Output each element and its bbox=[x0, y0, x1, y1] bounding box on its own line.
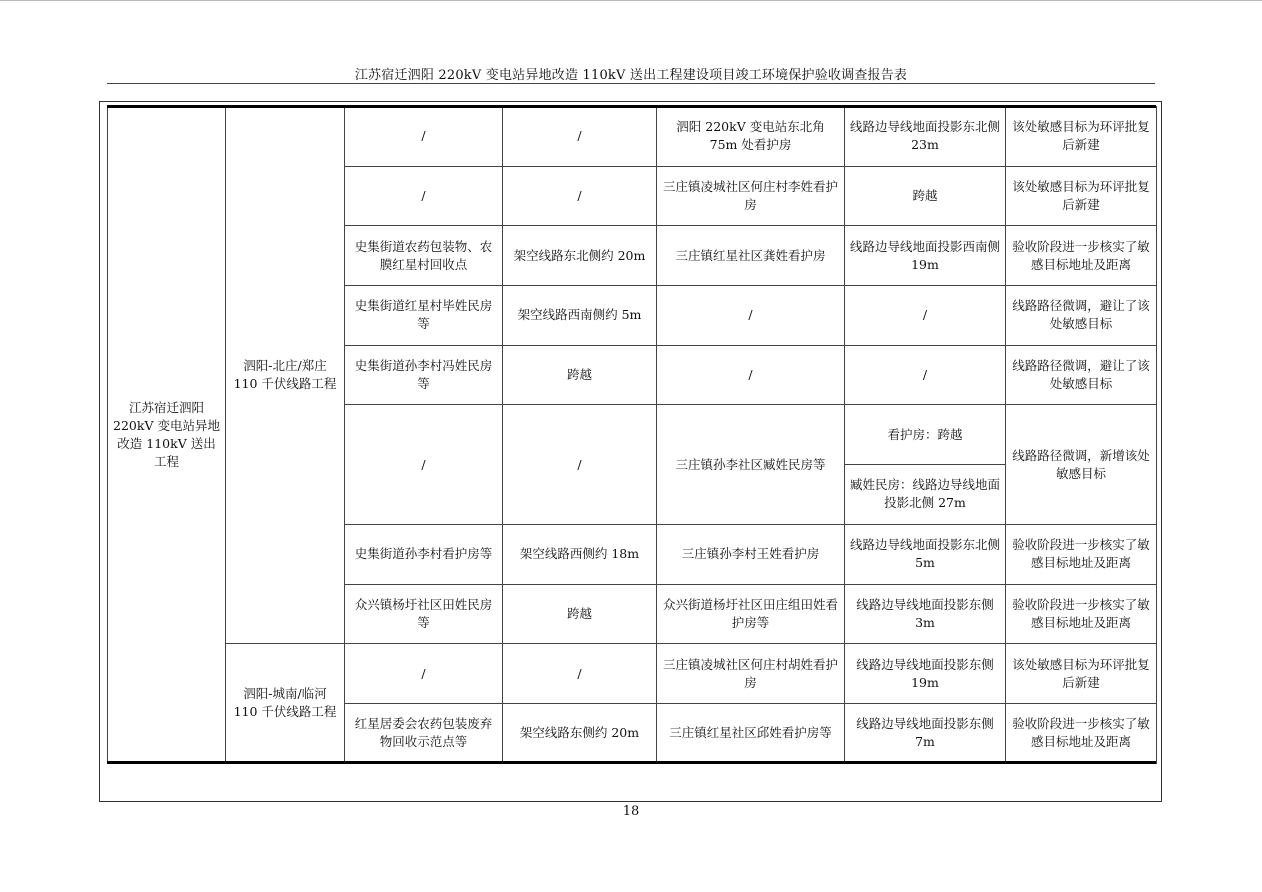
table-cell: 跨越 bbox=[503, 345, 657, 405]
table-cell: / bbox=[657, 345, 845, 405]
table-bottom-rule bbox=[107, 761, 1156, 764]
table-cell: / bbox=[345, 107, 503, 167]
project-name-cell: 江苏宿迁泗阳 220kV 变电站异地改造 110kV 送出工程 bbox=[108, 107, 226, 764]
table-cell: 线路边导线地面投影东侧 19m bbox=[845, 644, 1006, 704]
table-cell: / bbox=[345, 405, 503, 524]
table-cell: 线路边导线地面投影西南侧 19m bbox=[845, 226, 1006, 286]
line-name-cell: 泗阳-城南/临河 110 千伏线路工程 bbox=[226, 644, 345, 763]
table-cell: / bbox=[503, 644, 657, 704]
table-cell: 架空线路东侧约 20m bbox=[503, 703, 657, 763]
table-cell: 该处敏感目标为环评批复后新建 bbox=[1006, 644, 1157, 704]
table-cell: 三庄镇凌城社区何庄村李姓看护房 bbox=[657, 166, 845, 226]
table-cell: 该处敏感目标为环评批复后新建 bbox=[1006, 107, 1157, 167]
table-cell: / bbox=[657, 286, 845, 346]
table-cell: 线路路径微调，避让了该处敏感目标 bbox=[1006, 345, 1157, 405]
table-cell: 众兴街道杨圩社区田庄组田姓看护房等 bbox=[657, 584, 845, 644]
table-cell: 史集街道孙李村冯姓民房等 bbox=[345, 345, 503, 405]
table-cell: 三庄镇孙李村王姓看护房 bbox=[657, 524, 845, 584]
table-cell: 三庄镇红星社区邱姓看护房等 bbox=[657, 703, 845, 763]
table-cell: / bbox=[503, 166, 657, 226]
table-cell: 线路边导线地面投影东北侧 23m bbox=[845, 107, 1006, 167]
table-cell: 线路路径微调，新增该处敏感目标 bbox=[1006, 405, 1157, 524]
sensitive-target-table bbox=[107, 106, 1157, 764]
table-cell: 众兴镇杨圩社区田姓民房等 bbox=[345, 584, 503, 644]
table-cell: 跨越 bbox=[845, 166, 1006, 226]
table-cell: 臧姓民房：线路边导线地面投影北侧 27m bbox=[845, 465, 1006, 525]
table-row bbox=[108, 107, 1157, 167]
table-cell: 三庄镇红星社区龚姓看护房 bbox=[657, 226, 845, 286]
table-cell: 架空线路西侧约 18m bbox=[503, 524, 657, 584]
table-cell: 三庄镇孙李社区臧姓民房等 bbox=[657, 405, 845, 524]
page-number: 18 bbox=[622, 804, 640, 819]
table-cell: 三庄镇凌城社区何庄村胡姓看护房 bbox=[657, 644, 845, 704]
table-cell: 红星居委会农药包装废弃物回收示范点等 bbox=[345, 703, 503, 763]
table-cell: 验收阶段进一步核实了敏感目标地址及距离 bbox=[1006, 584, 1157, 644]
table-cell: 跨越 bbox=[503, 584, 657, 644]
table-cell: 线路边导线地面投影东侧 3m bbox=[845, 584, 1006, 644]
line-name-cell: 泗阳-北庄/郑庄 110 千伏线路工程 bbox=[226, 107, 345, 644]
page-top-edge bbox=[0, 0, 1262, 1]
table-cell: 线路路径微调，避让了该处敏感目标 bbox=[1006, 286, 1157, 346]
table-cell: 架空线路东北侧约 20m bbox=[503, 226, 657, 286]
table-cell: / bbox=[345, 644, 503, 704]
table-cell: 该处敏感目标为环评批复后新建 bbox=[1006, 166, 1157, 226]
table-cell: 史集街道红星村毕姓民房等 bbox=[345, 286, 503, 346]
table-cell: / bbox=[503, 405, 657, 524]
table-cell: / bbox=[503, 107, 657, 167]
page-header-title: 江苏宿迁泗阳 220kV 变电站异地改造 110kV 送出工程建设项目竣工环境保护验收调查报告表 bbox=[354, 68, 908, 83]
table-cell: 史集街道农药包装物、农膜红星村回收点 bbox=[345, 226, 503, 286]
table-cell: 泗阳 220kV 变电站东北角 75m 处看护房 bbox=[657, 107, 845, 167]
table-cell: 验收阶段进一步核实了敏感目标地址及距离 bbox=[1006, 524, 1157, 584]
table-cell: 验收阶段进一步核实了敏感目标地址及距离 bbox=[1006, 226, 1157, 286]
table-top-rule bbox=[107, 105, 1156, 108]
table-row bbox=[108, 644, 1157, 704]
table-cell: 看护房：跨越 bbox=[845, 405, 1006, 465]
table-cell: / bbox=[345, 166, 503, 226]
header-rule bbox=[107, 83, 1155, 84]
table-cell: 验收阶段进一步核实了敏感目标地址及距离 bbox=[1006, 703, 1157, 763]
table-cell: 线路边导线地面投影东侧 7m bbox=[845, 703, 1006, 763]
table-cell: 架空线路西南侧约 5m bbox=[503, 286, 657, 346]
table-cell: / bbox=[845, 345, 1006, 405]
table-cell: 线路边导线地面投影东北侧 5m bbox=[845, 524, 1006, 584]
table-cell: / bbox=[845, 286, 1006, 346]
table-cell: 史集街道孙李村看护房等 bbox=[345, 524, 503, 584]
